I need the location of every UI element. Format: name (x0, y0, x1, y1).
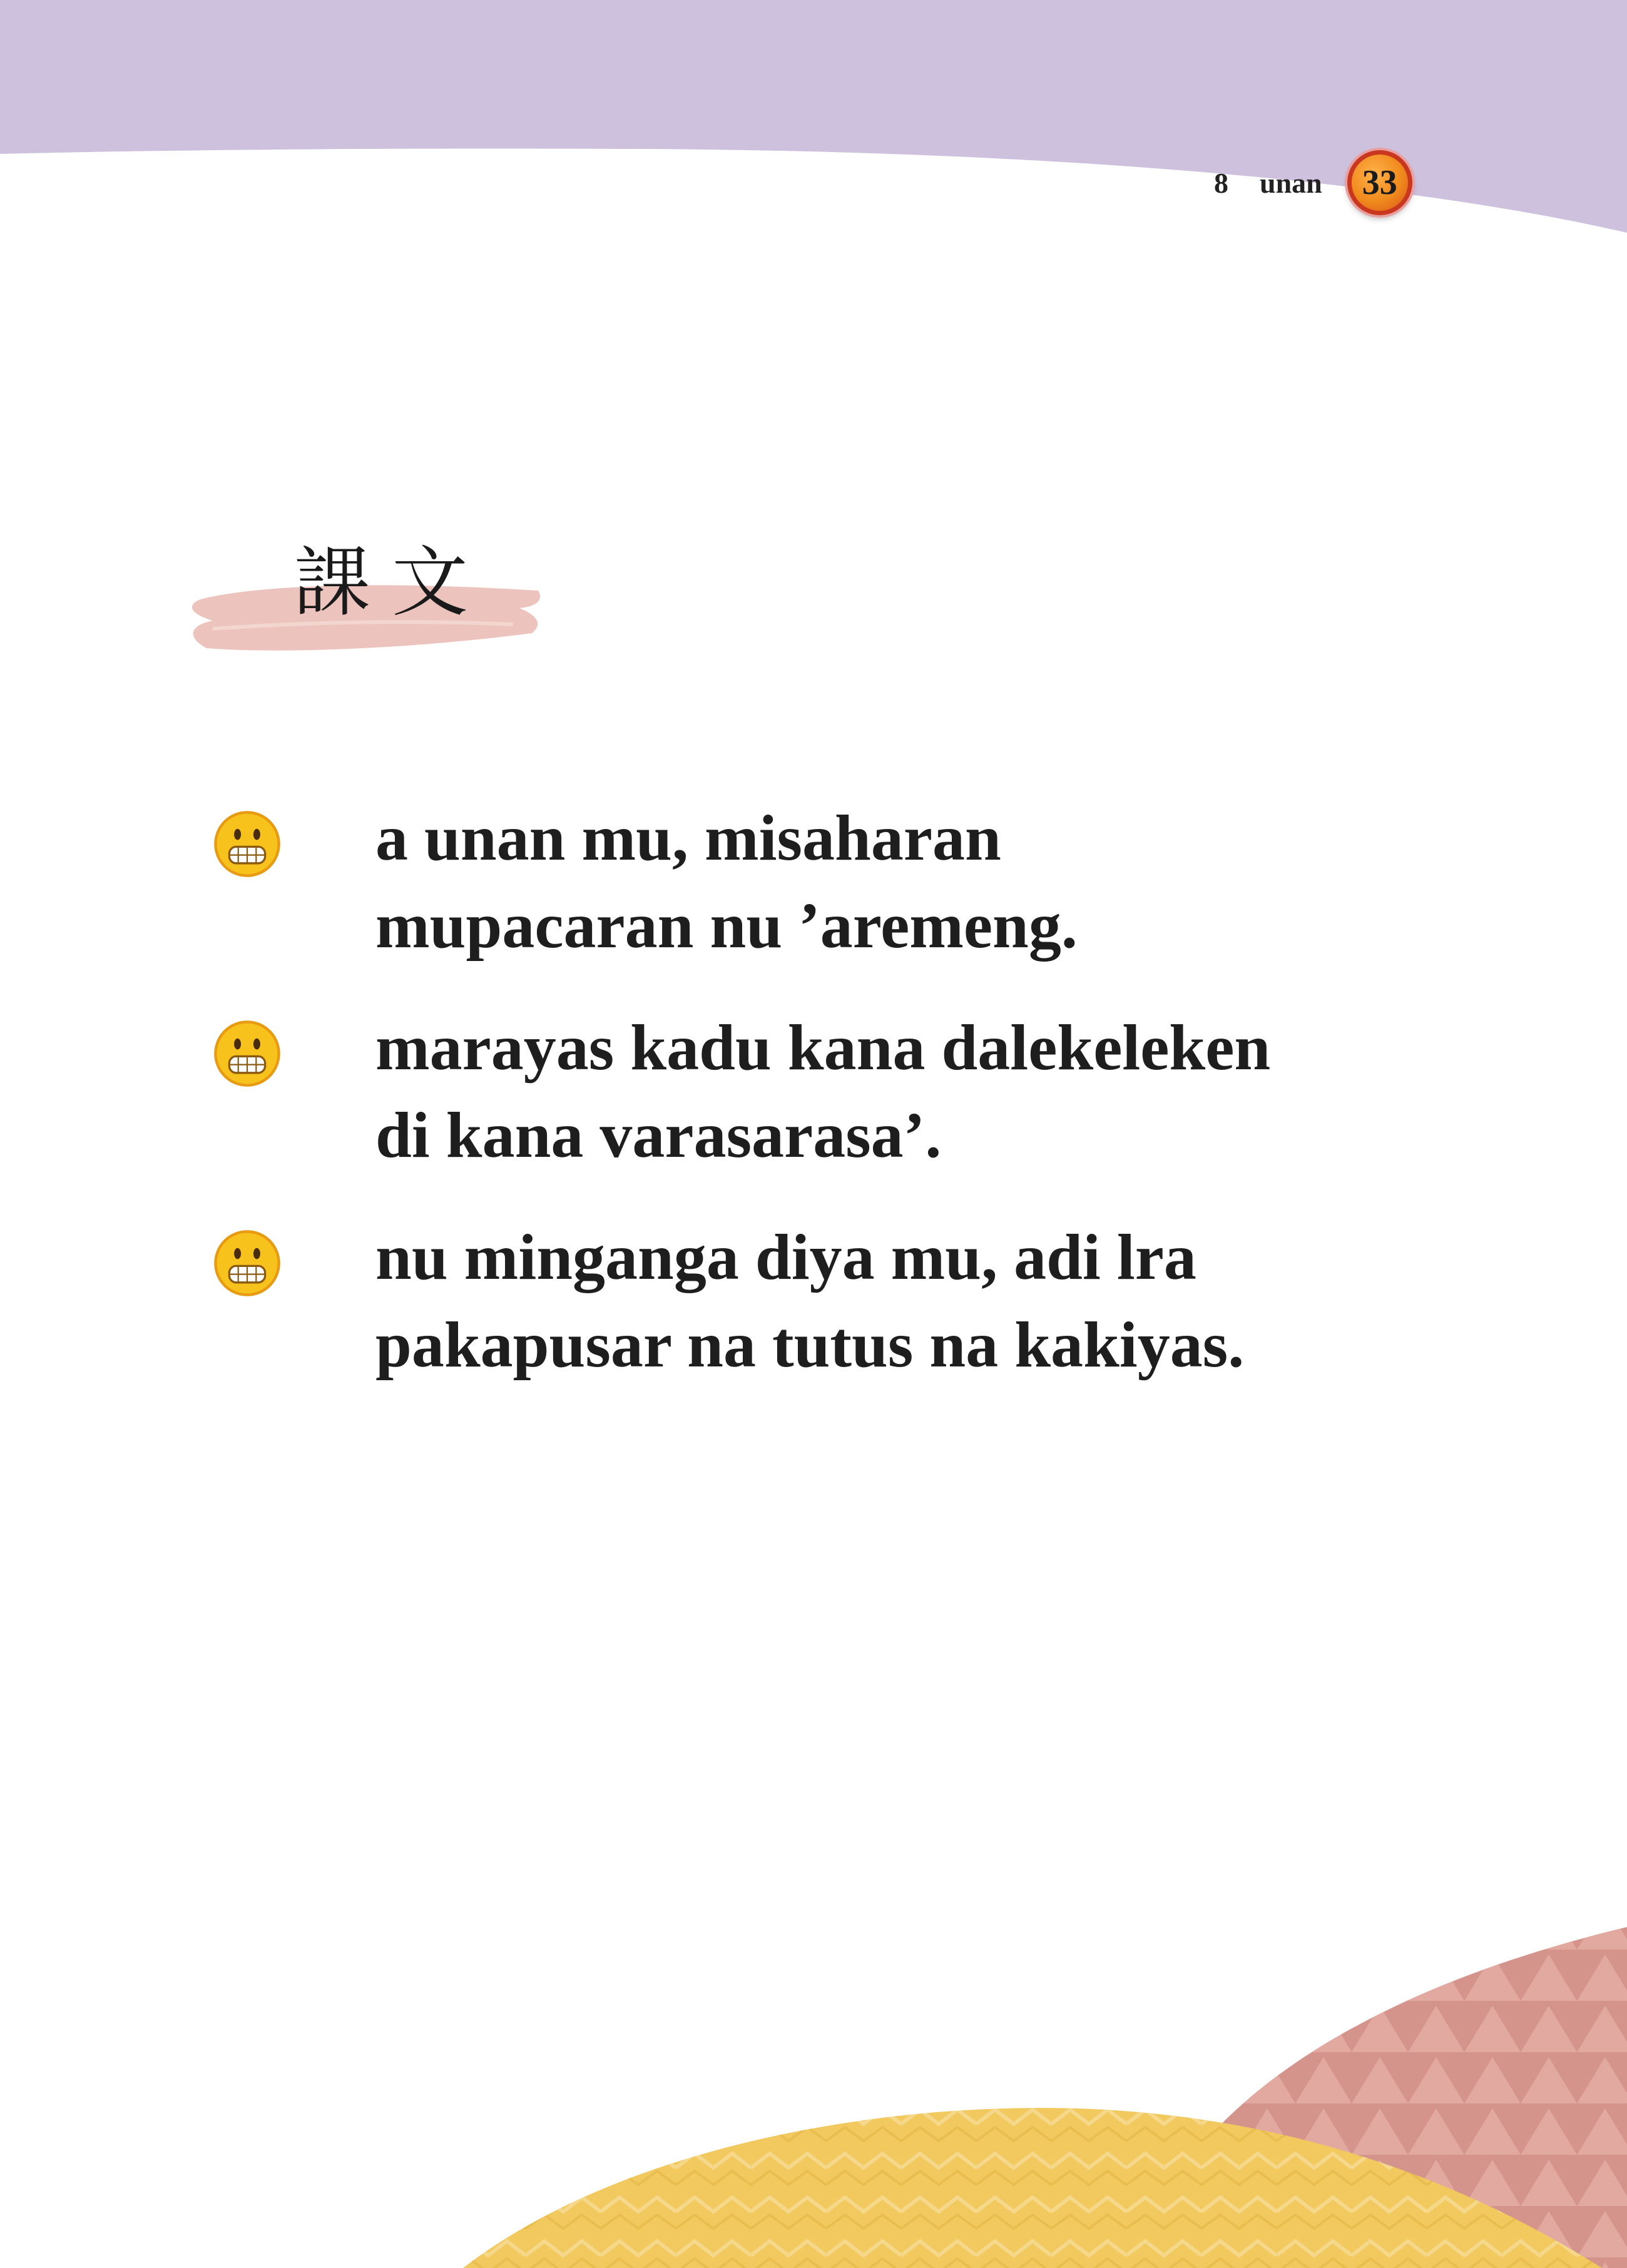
lesson-number: 8 (1214, 166, 1228, 199)
dialogue-line (213, 1004, 1464, 1179)
lesson-name: unan (1260, 166, 1322, 199)
page-number-badge: 33 (1347, 150, 1412, 215)
dialogue-list (213, 795, 1464, 1423)
dialogue-text-line: mupacaran nu ’aremeng. (375, 890, 1078, 962)
dialogue-text-line: nu minganga diya mu, adi lra (375, 1221, 1196, 1293)
dialogue-text-line: di kana varasarasa’. (375, 1099, 942, 1171)
grin-emoji-icon (213, 1019, 282, 1088)
page-header-info (1214, 150, 1412, 215)
dialogue-line (213, 795, 1464, 970)
dialogue-text-line: a unan mu, misaharan (375, 802, 1001, 874)
dialogue-line (213, 1214, 1464, 1389)
dialogue-text-line: marayas kadu kana dalekeleken (375, 1012, 1271, 1084)
section-title: 課文 (294, 538, 489, 627)
dialogue-text-line: pakapusar na tutus na kakiyas. (375, 1309, 1245, 1381)
grin-emoji-icon (213, 1229, 282, 1298)
grin-emoji-icon (213, 810, 282, 878)
